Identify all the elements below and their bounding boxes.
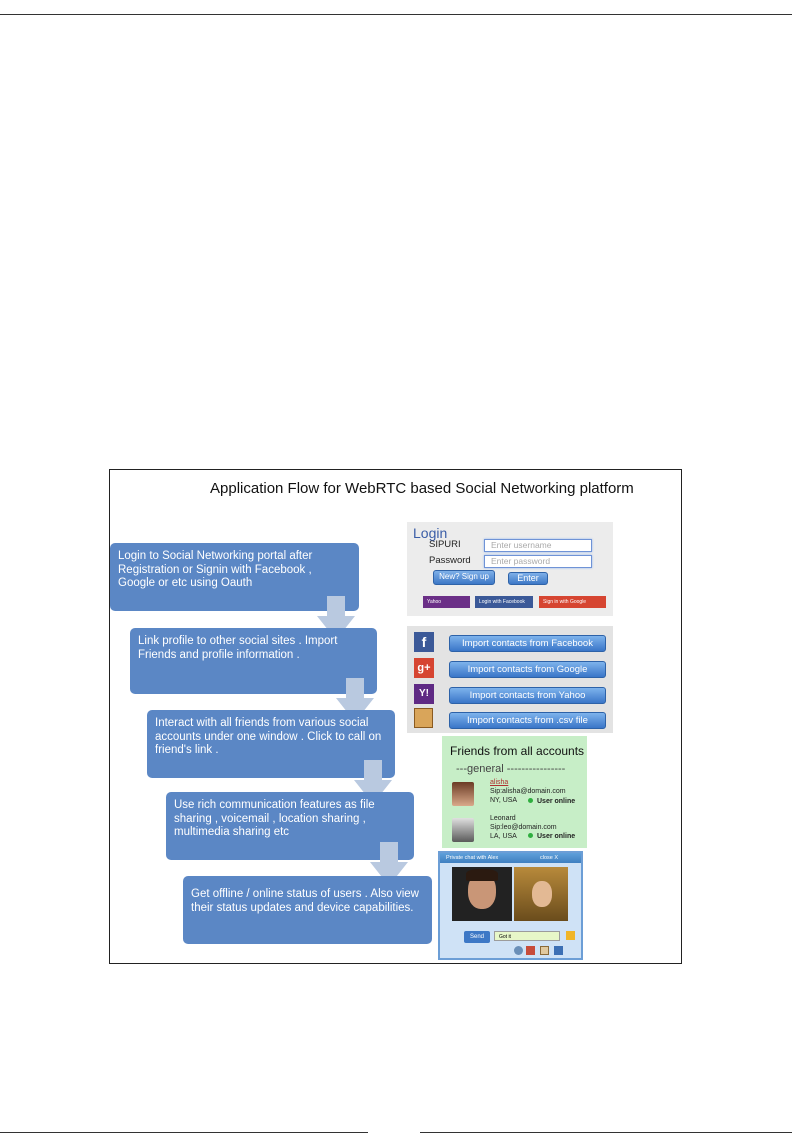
flow-step-3: Interact with all friends from various social accounts under one window . Click to call on friend's link . bbox=[147, 710, 395, 778]
location-icon[interactable] bbox=[526, 946, 535, 955]
password-input[interactable]: Enter password bbox=[484, 555, 592, 568]
status-badge: User online bbox=[528, 798, 575, 805]
flow-step-4: Use rich communication features as file sharing , voicemail , location sharing , multimedia sharing etc bbox=[166, 792, 414, 860]
microphone-icon[interactable] bbox=[514, 946, 523, 955]
friends-panel bbox=[442, 736, 587, 848]
import-csv-button[interactable]: Import contacts from .csv file bbox=[449, 712, 606, 729]
yahoo-login-button[interactable]: Yahoo bbox=[423, 596, 470, 608]
chat-title-bar bbox=[440, 853, 581, 863]
chat-close-button[interactable]: close X bbox=[540, 855, 559, 861]
google-plus-icon: g+ bbox=[414, 658, 434, 678]
yahoo-icon: Y! bbox=[414, 684, 434, 704]
friend-location: LA, USA bbox=[490, 833, 517, 840]
local-video bbox=[514, 867, 568, 921]
flow-step-2: Link profile to other social sites . Import Friends and profile information . bbox=[130, 628, 377, 694]
online-dot-icon bbox=[528, 833, 533, 838]
friend-name[interactable]: Leonard bbox=[490, 815, 516, 822]
file-icon[interactable] bbox=[540, 946, 549, 955]
import-contacts-panel bbox=[407, 626, 613, 733]
footer-rule-right bbox=[420, 1132, 792, 1133]
google-login-button[interactable]: Sign in with Google bbox=[539, 596, 606, 608]
friend-name[interactable]: alisha bbox=[490, 779, 509, 786]
username-input[interactable]: Enter username bbox=[484, 539, 592, 552]
remote-video bbox=[452, 867, 512, 921]
facebook-login-button[interactable]: Login with Facebook bbox=[475, 596, 533, 608]
flow-step-5: Get offline / online status of users . Also view their status updates and device capabilities. bbox=[183, 876, 432, 944]
footer-rule-left bbox=[0, 1132, 368, 1133]
enter-button[interactable]: Enter bbox=[508, 572, 548, 585]
chat-window bbox=[438, 851, 583, 960]
send-button[interactable]: Send bbox=[464, 931, 490, 943]
flow-step-1: Login to Social Networking portal after Registration or Signin with Facebook , Google or etc using Oauth bbox=[110, 543, 359, 611]
avatar[interactable] bbox=[452, 818, 474, 842]
import-google-button[interactable]: Import contacts from Google bbox=[449, 661, 606, 678]
login-title: Login bbox=[413, 525, 448, 541]
chat-input[interactable]: Got it bbox=[494, 931, 560, 941]
friends-group-label: ---general ---------------- bbox=[456, 763, 566, 775]
import-yahoo-button[interactable]: Import contacts from Yahoo bbox=[449, 687, 606, 704]
facebook-icon: f bbox=[414, 632, 434, 652]
status-badge: User online bbox=[528, 833, 575, 840]
import-facebook-button[interactable]: Import contacts from Facebook bbox=[449, 635, 606, 652]
header-rule bbox=[0, 14, 792, 15]
csv-file-icon bbox=[414, 708, 433, 728]
friend-sip: Sip:alisha@domain.com bbox=[490, 788, 566, 795]
online-dot-icon bbox=[528, 798, 533, 803]
share-icon[interactable] bbox=[554, 946, 563, 955]
password-label: Password bbox=[429, 555, 471, 566]
login-panel bbox=[407, 522, 613, 616]
signup-button[interactable]: New? Sign up bbox=[433, 570, 495, 585]
attachment-icon[interactable] bbox=[566, 931, 575, 940]
friends-title: Friends from all accounts bbox=[450, 744, 585, 758]
sipuri-label: SIPURI bbox=[429, 539, 461, 550]
figure-title: Application Flow for WebRTC based Social Networking platform bbox=[210, 480, 634, 497]
friend-location: NY, USA bbox=[490, 797, 518, 804]
chat-title: Private chat with Alex bbox=[446, 855, 499, 861]
avatar[interactable] bbox=[452, 782, 474, 806]
flow-figure bbox=[109, 469, 682, 964]
friend-sip: Sip:leo@domain.com bbox=[490, 824, 557, 831]
